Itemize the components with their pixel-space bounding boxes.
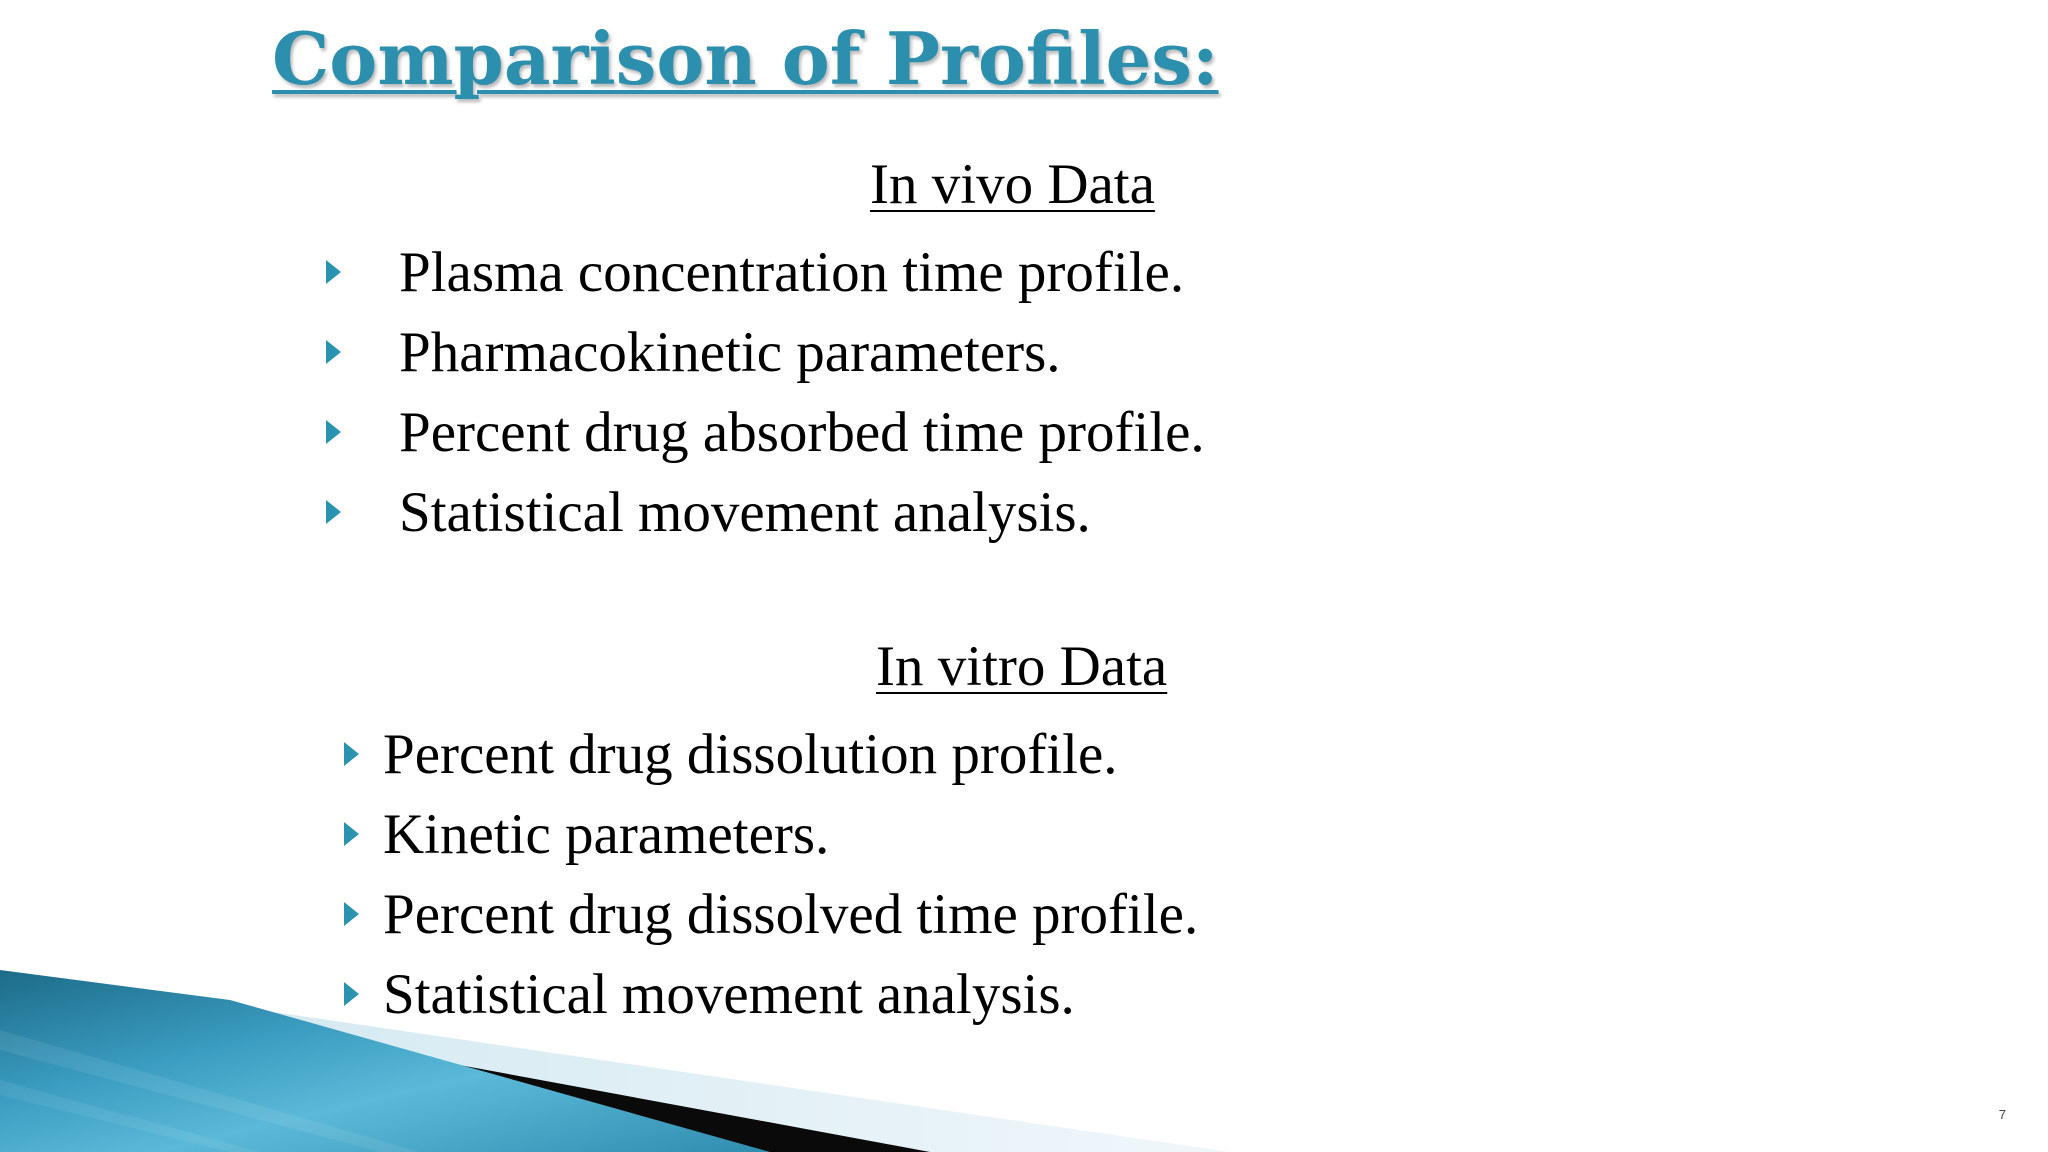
list-item [344,874,1198,954]
triangle-bullet-icon [344,902,359,926]
triangle-bullet-icon [344,742,359,766]
list-item [344,794,1198,874]
triangle-bullet-icon [326,420,341,444]
list-item-text: Kinetic parameters. [383,802,830,866]
list-item [344,714,1198,794]
in-vivo-list [326,232,1205,552]
triangle-bullet-icon [326,260,341,284]
wave-blue-body [0,970,770,1152]
list-item-text: Pharmacokinetic parameters. [399,320,1061,384]
list-item-text: Percent drug absorbed time profile. [399,400,1205,464]
triangle-bullet-icon [326,340,341,364]
page-number: 7 [1998,1107,2006,1122]
list-item [326,392,1205,472]
triangle-bullet-icon [344,822,359,846]
list-item-text: Percent drug dissolved time profile. [383,882,1199,946]
list-item [326,312,1205,392]
list-item-text: Percent drug dissolution profile. [383,722,1118,786]
slide-title: Comparison of Profiles: [272,16,1219,101]
triangle-bullet-icon [326,500,341,524]
list-item-text: Plasma concentration time profile. [399,240,1185,304]
list-item-text: Statistical movement analysis. [383,962,1075,1026]
footer-wave-decoration [0,960,2048,1152]
in-vivo-heading: In vivo Data [870,153,1155,216]
list-item [326,232,1205,312]
in-vitro-heading: In vitro Data [876,635,1168,698]
list-item [326,472,1205,552]
list-item-text: Statistical movement analysis. [399,480,1091,544]
